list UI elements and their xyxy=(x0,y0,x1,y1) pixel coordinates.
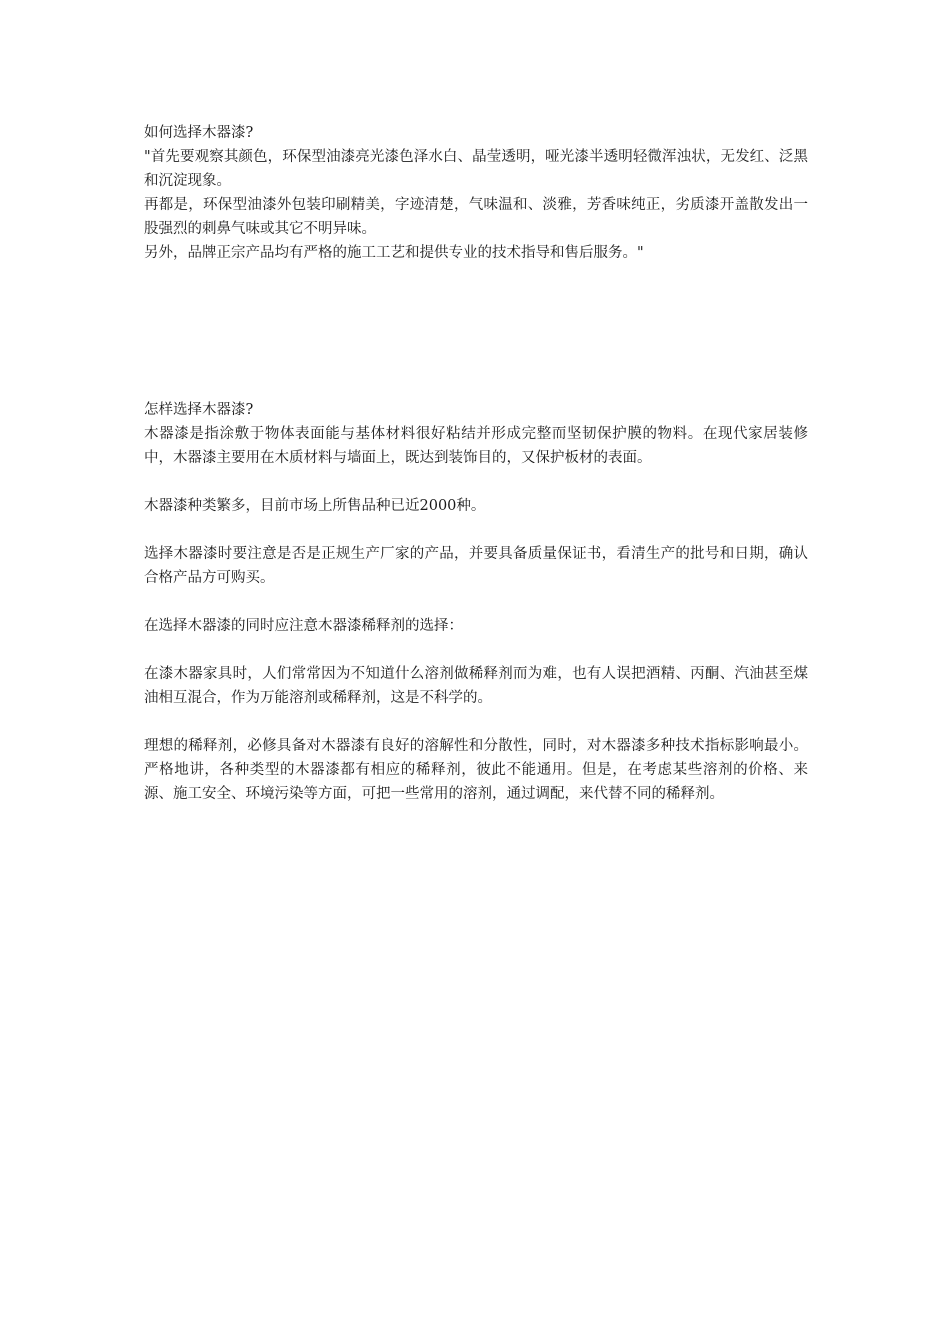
section-choosing-wood-paint xyxy=(144,398,808,806)
section-title: 怎样选择木器漆? xyxy=(144,402,254,418)
paragraph: 选择木器漆时要注意是否是正规生产厂家的产品，并要具备质量保证书，看清生产的批号和日期，确认合格产品方可购买。 xyxy=(144,546,808,586)
paragraph: 木器漆是指涂敷于物体表面能与基体材料很好粘结并形成完整而坚韧保护膜的物料。在现代家居装修中，木器漆主要用在木质材料与墙面上，既达到装饰目的，又保护板材的表面。 xyxy=(144,426,808,466)
paragraph: 另外，品牌正宗产品均有严格的施工工艺和提供专业的技术指导和售后服务。" xyxy=(144,245,644,261)
paragraph: 再都是，环保型油漆外包装印刷精美，字迹清楚，气味温和、淡雅，芳香味纯正，劣质漆开盖散发出一股强烈的刺鼻气味或其它不明异味。 xyxy=(144,197,808,237)
paragraph: 木器漆种类繁多，目前市场上所售品种已近2000种。 xyxy=(144,498,486,514)
paragraph: 在漆木器家具时，人们常常因为不知道什么溶剂做稀释剂而为难，也有人误把酒精、丙酮、汽油甚至煤油相互混合，作为万能溶剂或稀释剂，这是不科学的。 xyxy=(144,666,808,706)
section-how-to-choose xyxy=(144,121,808,265)
paragraph: "首先要观察其颜色，环保型油漆亮光漆色泽水白、晶莹透明，哑光漆半透明轻微浑浊状，无发红、泛黑和沉淀现象。 xyxy=(144,149,808,189)
paragraph: 理想的稀释剂，必修具备对木器漆有良好的溶解性和分散性，同时，对木器漆多种技术指标影响最小。严格地讲，各种类型的木器漆都有相应的稀释剂，彼此不能通用。但是，在考虑某些溶剂的价格、来源、施工安全、环境污染等方面，可把一些常用的溶剂，通过调配，来代替不同的稀释剂。 xyxy=(144,738,808,802)
paragraph: 在选择木器漆的同时应注意木器漆稀释剂的选择： xyxy=(144,618,463,634)
section-title: 如何选择木器漆? xyxy=(144,125,254,141)
